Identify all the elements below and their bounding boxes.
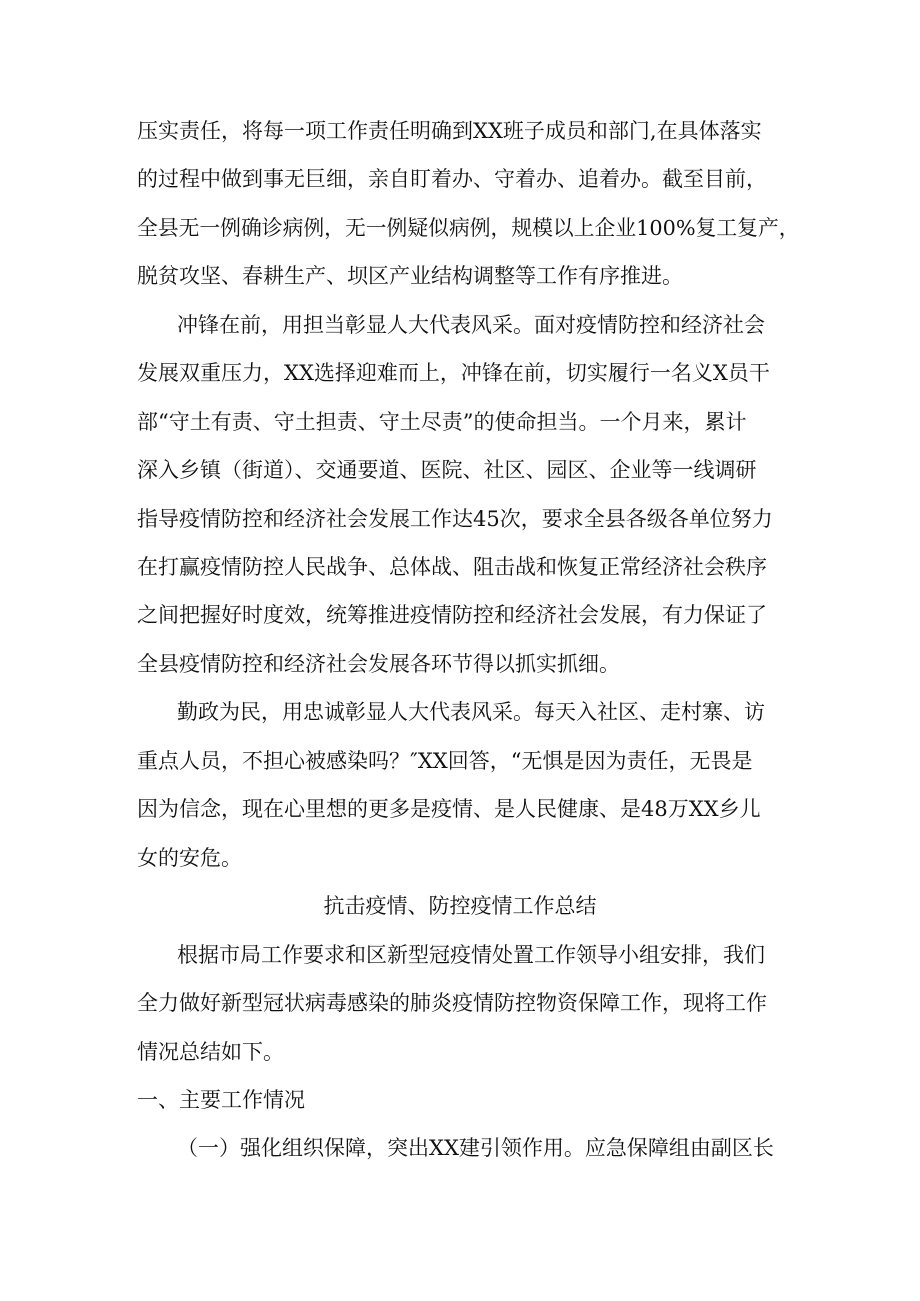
paragraph-line: 情况总结如下。 [137, 1040, 284, 1064]
paragraph-line: 在打赢疫情防控人民战争、总体战、阻击战和恢复正常经济社会秩序 [137, 555, 767, 579]
paragraph-line: 发展双重压力，XX选择迎难而上，冲锋在前，切实履行一名义X员干 [137, 361, 770, 385]
paragraph-line: 压实责任，将每一项工作责任明确到XX班子成员和部门,在具体落实 [137, 119, 762, 143]
section-heading: 一、主要工作情况 [137, 1088, 305, 1112]
paragraph-line: 冲锋在前，用担当彰显人大代表风采。面对疫情防控和经济社会 [177, 313, 765, 337]
paragraph-line: 全县疫情防控和经济社会发展各环节得以抓实抓细。 [137, 652, 620, 676]
paragraph-line: 全县无一例确诊病例，无一例疑似病例，规模以上企业100%复工复产， [137, 216, 800, 240]
section-title: 抗击疫情、防控疫情工作总结 [323, 894, 597, 918]
paragraph-line: 部“守土有责、守土担责、守土尽责”的使命担当。一个月来，累计 [137, 410, 747, 434]
paragraph-line: 脱贫攻坚、春耕生产、坝区产业结构调整等工作有序推进。 [137, 264, 683, 288]
paragraph-line: 之间把握好时度效，统筹推进疫情防控和经济社会发展，有力保证了 [137, 603, 767, 627]
paragraph-line: 全力做好新型冠状病毒感染的肺炎疫情防控物资保障工作，现将工作 [137, 991, 767, 1015]
paragraph-line: 女的安危。 [137, 846, 242, 870]
paragraph-line: 深入乡镇（街道）、交通要道、医院、社区、园区、企业等一线调研 [137, 458, 757, 482]
paragraph-line: 根据市局工作要求和区新型冠疫情处置工作领导小组安排，我们 [177, 943, 765, 967]
paragraph-line: 指导疫情防控和经济社会发展工作达45次，要求全县各级各单位努力 [137, 507, 773, 531]
paragraph-line: （一）强化组织保障，突出XX建引领作用。应急保障组由副区长 [177, 1136, 774, 1160]
paragraph-line: 因为信念，现在心里想的更多是疫情、是人民健康、是48万XX乡儿 [137, 797, 761, 821]
paragraph-line: 勤政为民，用忠诚彰显人大代表风采。每天入社区、走村寨、访 [177, 700, 765, 724]
paragraph-line: 重点人员，不担心被感染吗？″XX回答，“无惧是因为责任，无畏是 [137, 749, 753, 773]
paragraph-line: 的过程中做到事无巨细，亲自盯着办、守着办、追着办。截至目前， [137, 167, 767, 191]
